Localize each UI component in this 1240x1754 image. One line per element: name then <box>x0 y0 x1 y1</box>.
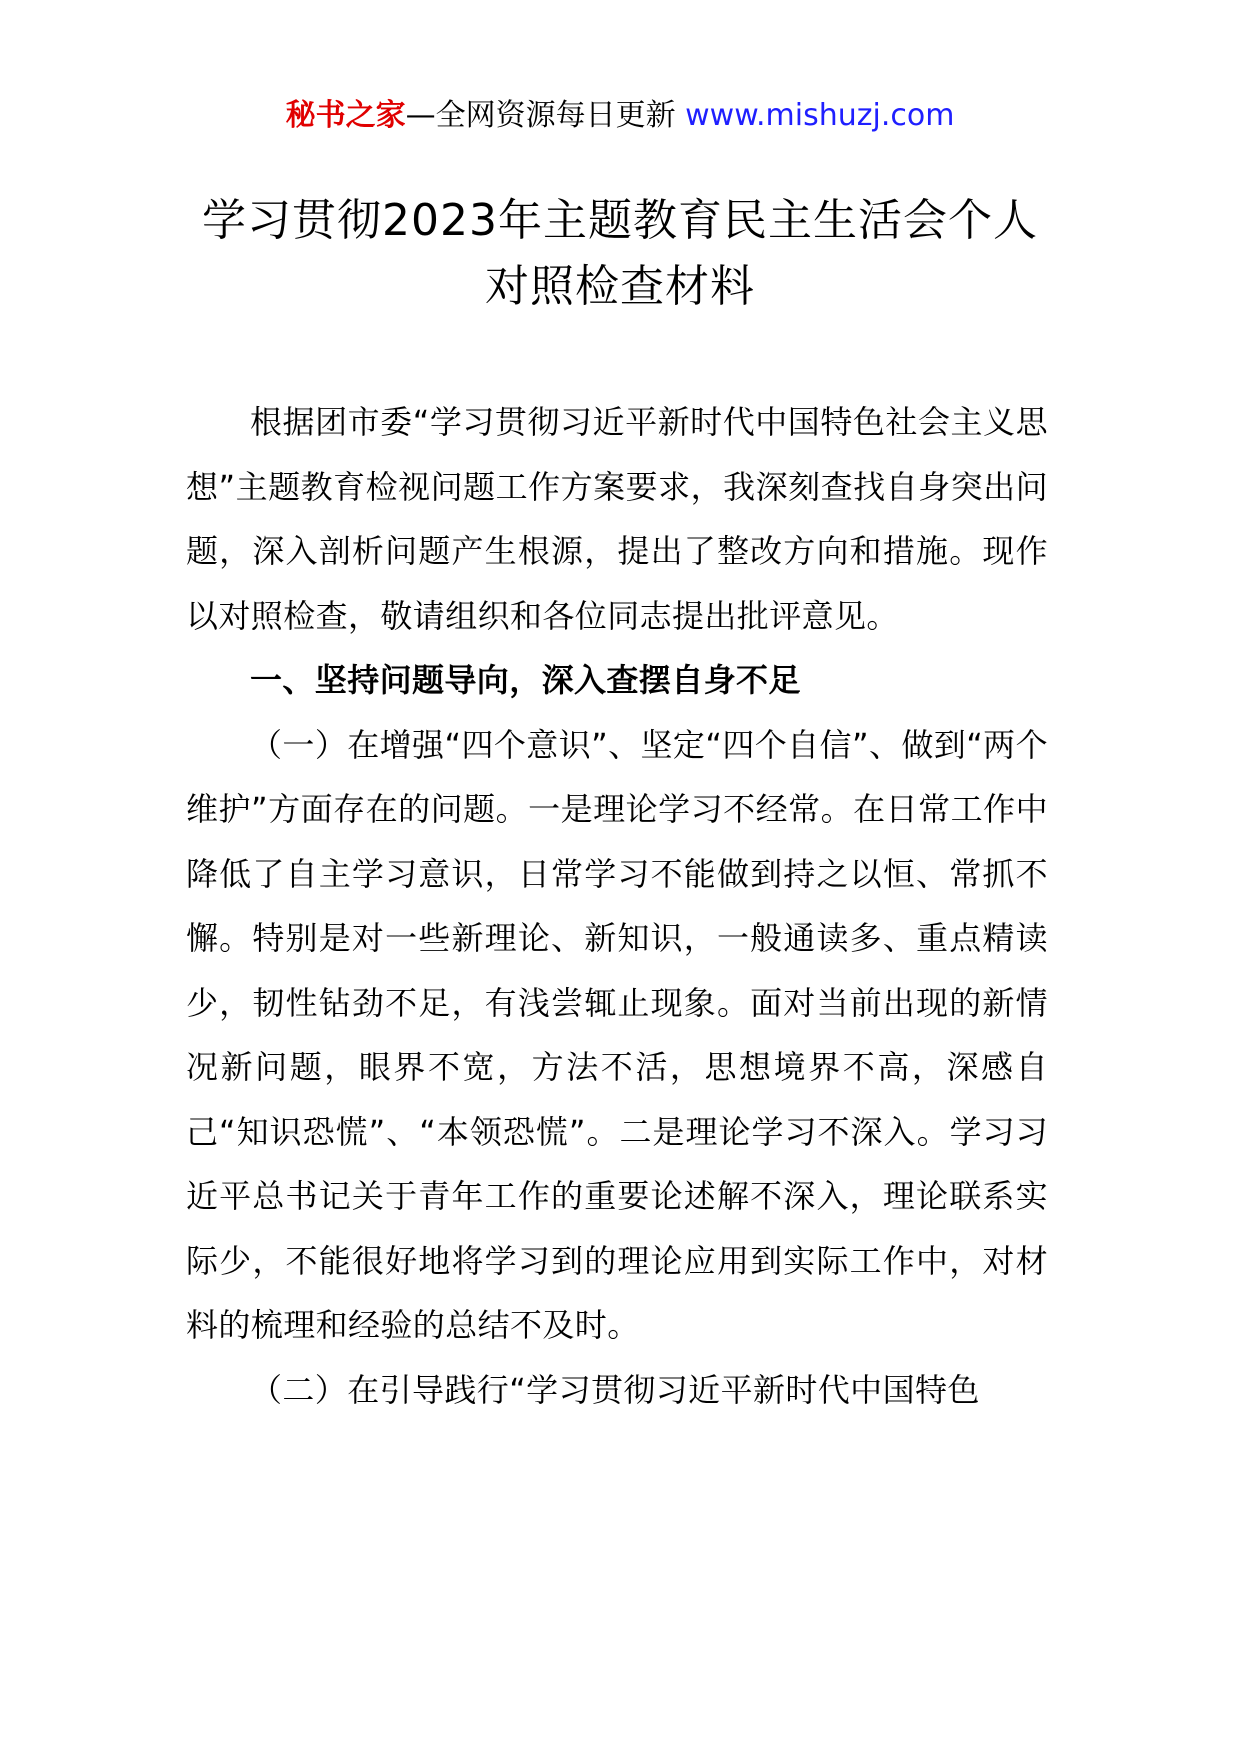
item-two-paragraph: （二）在引导践行“学习贯彻习近平新时代中国特色 <box>250 1370 980 1409</box>
title-line-2: 对照检查材料 <box>485 261 755 312</box>
site-tagline: —全网资源每日更新 <box>405 98 686 133</box>
document-body <box>186 390 1048 1422</box>
intro-paragraph: 根据团市委“学习贯彻习近平新时代中国特色社会主义思想”主题教育检视问题工作方案要求，我深刻查找自身突出问题，深入剖析问题产生根源，提出了整改方向和措施。现作以对照检查，敬请组织和各位同志提出批评意见。 <box>186 403 1048 635</box>
site-header <box>0 96 1240 136</box>
document-title <box>0 188 1240 320</box>
section-heading: 一、坚持问题导向，深入查摆自身不足 <box>250 661 801 699</box>
site-brand: 秘书之家 <box>285 98 406 133</box>
title-line-1: 学习贯彻2023年主题教育民主生活会个人 <box>202 195 1038 246</box>
site-url[interactable]: www.mishuzj.com <box>685 98 955 133</box>
item-one-paragraph: （一）在增强“四个意识”、坚定“四个自信”、做到“两个维护”方面存在的问题。一是理论学习不经常。在日常工作中降低了自主学习意识，日常学习不能做到持之以恒、常抓不懈。特别是对一些新理论、新知识，一般通读多、重点精读少，韧性钻劲不足，有浅尝辄止现象。面对当前出现的新情况新问题，眼界不宽，方法不活，思想境界不高，深感自己“知识恐慌”、“本领恐慌”。二是理论学习不深入。学习习近平总书记关于青年工作的重要论述解不深入，理论联系实际少，不能很好地将学习到的理论应用到实际工作中，对材料的梳理和经验的总结不及时。 <box>186 725 1048 1344</box>
